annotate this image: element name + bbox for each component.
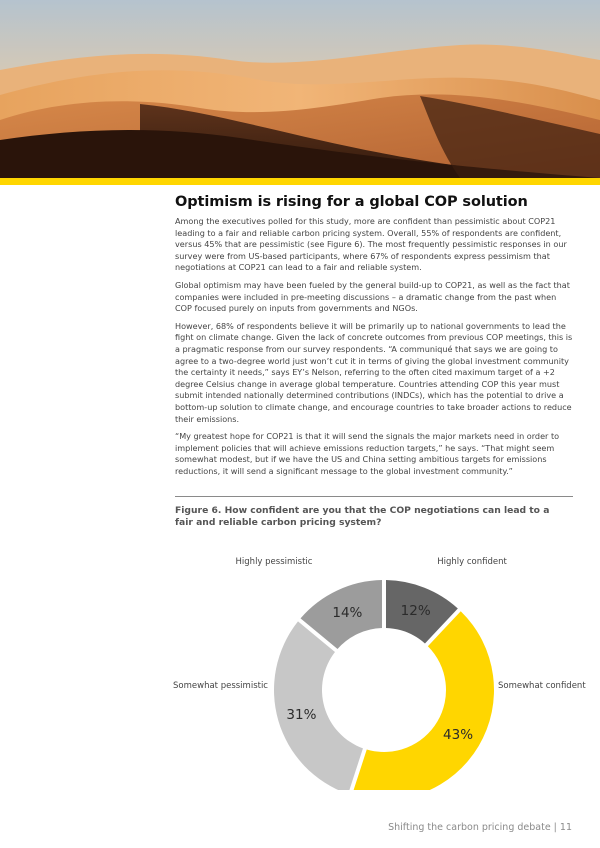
category-label-highly-confident: Highly confident: [437, 557, 507, 567]
category-label-highly-pessimistic: Highly pessimistic: [235, 557, 313, 567]
section-title: Optimism is rising for a global COP solution: [175, 194, 528, 210]
article-body: [175, 194, 575, 483]
value-label-somewhat-pessimistic: 31%: [286, 706, 317, 723]
donut-chart: [160, 540, 600, 790]
figure-divider: [175, 496, 573, 497]
slice-somewhat-pessimistic: [274, 621, 363, 790]
value-label-highly-confident: 12%: [400, 603, 431, 620]
paragraph-4: “My greatest hope for COP21 is that it will send the signals the major markets need in order to implement policies that will achieve emissions reduction targets,” he says. “That might seem somewhat modest, but if we have the US and China setting ambitious targets for emissions reductions, it will send a significant message to the global investment community.”: [175, 431, 560, 476]
yellow-accent-bar: [0, 178, 600, 185]
hero-image-desert-dunes: [0, 0, 600, 178]
paragraph-3: However, 68% of respondents believe it will be primarily up to national governments to lead the fight on climate change. Given the lack of concrete outcomes from previous COP meetings, this is a pragmatic response from our survey respondents. “A communiqué that says we are going to agree to a two-degree world just won’t cut it in terms of giving the global investment community the certainty it needs,” says EY’s Nelson, referring to the often cited maximum target of a +2 degree Celsius change in average global temperature. Countries attending COP this year must submit intended nationally determined contributions (INDCs), which has the potential to drive a bottom-up solution to climate change, and encourage countries to take broader actions to reduce their emissions.: [175, 320, 573, 424]
category-label-somewhat-pessimistic: Somewhat pessimistic: [173, 681, 268, 691]
value-label-highly-pessimistic: 14%: [332, 605, 363, 622]
page-footer: Shifting the carbon pricing debate | 11: [388, 822, 572, 833]
paragraph-2: Global optimism may have been fueled by the general build-up to COP21, as well as the fact that companies were included in pre-meeting discussions – a dramatic change from the past when COP focused purely on inputs from governments and NGOs.: [175, 279, 570, 314]
paragraph-1: Among the executives polled for this study, more are confident than pessimistic about COP21 leading to a fair and reliable carbon pricing system. Overall, 55% of respondents are confident, versus 45% that are pessimistic (see Figure 6). The most frequently pessimistic responses in our survey were from US-based participants, where 67% of respondents express pessimism that negotiations at COP21 can lead to a fair and reliable system.: [175, 216, 567, 273]
category-label-somewhat-confident: Somewhat confident: [498, 681, 586, 691]
value-label-somewhat-confident: 43%: [443, 726, 474, 743]
figure-title: Figure 6. How confident are you that the COP negotiations can lead to a fair and reliable carbon pricing system?: [175, 505, 550, 528]
